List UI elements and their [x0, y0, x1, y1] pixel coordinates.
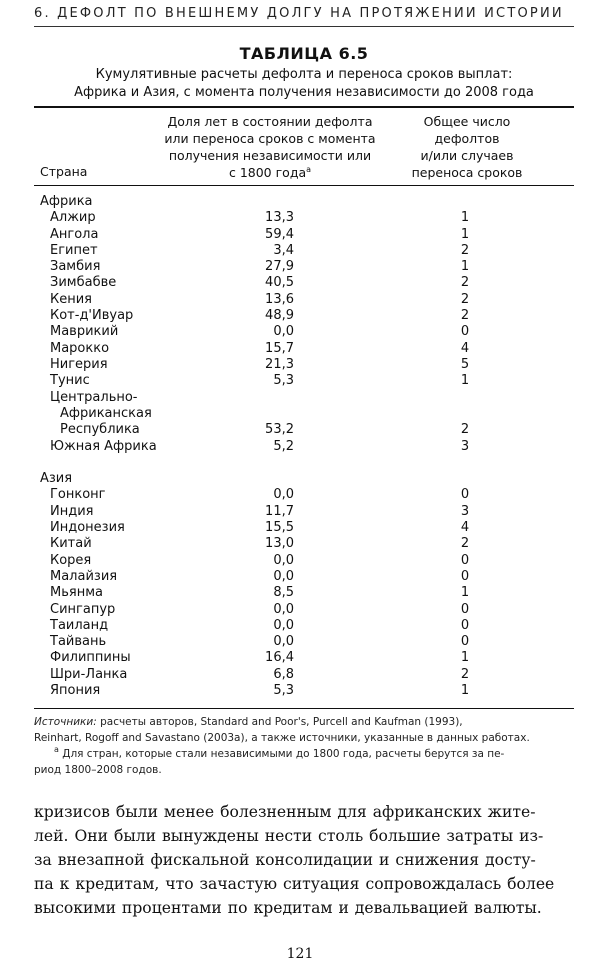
default-count-value: 3: [460, 503, 470, 519]
header-default-count: [402, 113, 532, 181]
country-name: Нигерия: [50, 356, 108, 372]
country-name: Кения: [50, 291, 92, 307]
default-count-value: 0: [460, 324, 470, 340]
country-name: Филиппины: [50, 650, 131, 666]
default-share-value: 13,6: [265, 291, 294, 307]
default-share-value: 40,5: [265, 275, 294, 291]
body-line-3: за внезапной фискальной консолидации и снижения досту-: [34, 851, 536, 869]
section-spacer: [34, 455, 574, 471]
caption-line-2: Африка и Азия, с момента получения независимости до 2008 года: [74, 85, 534, 100]
table-row: [34, 553, 574, 569]
table-bottom-rule: [34, 708, 574, 709]
header-count-line-3: и/или случаев: [420, 148, 514, 163]
country-name: Китай: [50, 536, 92, 552]
country-name: Малайзия: [50, 568, 118, 584]
default-count-value: 1: [460, 259, 470, 275]
country-name: Тунис: [50, 373, 90, 389]
default-share-value: 13,0: [265, 536, 294, 552]
table-caption: [34, 66, 574, 102]
default-count-value: 1: [460, 226, 470, 242]
table-row: [34, 634, 574, 650]
table-row: [34, 275, 574, 291]
default-count-value: 1: [460, 373, 470, 389]
table-row: [34, 602, 574, 618]
country-name-line-1: Центрально-: [50, 389, 138, 405]
default-count-value: 3: [460, 438, 470, 454]
table-row: [34, 536, 574, 552]
footnote-mark: a: [54, 745, 59, 754]
default-share-value: 27,9: [265, 259, 294, 275]
default-share-value: 15,5: [265, 520, 294, 536]
table-row: [34, 650, 574, 666]
default-share-value: 21,3: [265, 356, 294, 372]
default-share-value: 5,3: [273, 683, 294, 699]
country-name: Мьянма: [50, 585, 103, 601]
default-share-value: 0,0: [273, 324, 294, 340]
asia-rows: [34, 487, 574, 699]
default-share-value: 5,2: [273, 438, 294, 454]
table-row: [34, 683, 574, 699]
default-count-value: 1: [460, 210, 470, 226]
default-share-value: 0,0: [273, 601, 294, 617]
header-bottom-rule: [34, 185, 574, 186]
header-count-line-2: дефолтов: [434, 131, 500, 146]
body-line-1: кризисов были менее болезненным для африканских жите-: [34, 803, 536, 821]
header-years-line-1: Доля лет в состоянии дефолта: [167, 114, 373, 129]
header-count-line-4: переноса сроков: [411, 165, 523, 180]
table-row: [34, 439, 574, 455]
default-count-value: 2: [460, 291, 470, 307]
default-share-value: 6,8: [273, 666, 294, 682]
region-label: Азия: [40, 471, 73, 487]
table-row: [34, 504, 574, 520]
sources-line-2: Reinhart, Rogoff and Savastano (2003a), а также источники, указанные в данных работах.: [34, 732, 530, 744]
table-row: [34, 487, 574, 503]
table-number: ТАБЛИЦА 6.5: [239, 44, 369, 63]
running-head-rule: [34, 26, 574, 27]
footnote-marker: a: [306, 165, 312, 174]
header-country: Страна: [40, 164, 88, 179]
country-name: Египет: [50, 242, 98, 258]
table-row: [34, 373, 574, 389]
footnote: [34, 746, 574, 762]
default-share-value: 59,4: [265, 226, 294, 242]
table-body: [34, 194, 574, 699]
header-years-line-2: или переноса сроков с момента: [164, 131, 376, 146]
default-count-value: 0: [460, 552, 470, 568]
default-count-value: 1: [460, 585, 470, 601]
table-row: [34, 569, 574, 585]
header-years-line-3: получения независимости или: [168, 148, 372, 163]
table-top-rule: [34, 106, 574, 108]
table-row: [34, 667, 574, 683]
body-line-5: высокими процентами по кредитам и девальвацией валюты.: [34, 899, 542, 917]
default-count-value: 4: [460, 340, 470, 356]
country-name: Марокко: [50, 340, 110, 356]
default-count-value: 2: [460, 422, 470, 438]
region-label: Африка: [40, 194, 93, 209]
region-row-asia: [34, 471, 574, 487]
country-name: [50, 390, 152, 439]
country-name: Алжир: [50, 210, 96, 226]
country-name: Маврикий: [50, 324, 119, 340]
table-row: [34, 390, 574, 439]
default-count-value: 2: [460, 536, 470, 552]
region-row-africa: [34, 194, 574, 210]
country-name: Сингапур: [50, 601, 116, 617]
default-share-value: 3,4: [273, 242, 294, 258]
country-name-line-2: Африканская: [60, 405, 152, 421]
footnote-line-2: риод 1800–2008 годов.: [34, 764, 162, 776]
default-count-value: 2: [460, 242, 470, 258]
default-count-value: 1: [460, 683, 470, 699]
table-row: [34, 357, 574, 373]
default-share-value: 5,3: [273, 373, 294, 389]
default-share-value: 16,4: [265, 650, 294, 666]
default-count-value: 2: [460, 308, 470, 324]
default-share-value: 48,9: [265, 308, 294, 324]
default-count-value: 2: [460, 275, 470, 291]
header-count-line-1: Общее число: [423, 114, 511, 129]
table-row: [34, 585, 574, 601]
default-share-value: 0,0: [273, 617, 294, 633]
default-count-value: 0: [460, 601, 470, 617]
default-count-value: 2: [460, 666, 470, 682]
default-count-value: 4: [460, 520, 470, 536]
country-name: Кот-д'Ивуар: [50, 308, 134, 324]
table-row: [34, 210, 574, 226]
africa-rows: [34, 210, 574, 389]
default-share-value: 0,0: [273, 487, 294, 503]
table-row: [34, 341, 574, 357]
body-line-2: лей. Они были вынуждены нести столь большие затраты из-: [34, 827, 544, 845]
table-row: [34, 259, 574, 275]
country-name: Таиланд: [50, 617, 109, 633]
country-name: Гонконг: [50, 487, 106, 503]
default-share-value: 15,7: [265, 340, 294, 356]
header-years-line-4: [160, 164, 380, 181]
page-number: 121: [286, 946, 314, 962]
default-count-value: 1: [460, 650, 470, 666]
footnote-line-1: Для стран, которые стали независимыми до 1800 года, расчеты берутся за пе-: [58, 748, 505, 760]
country-name: Индонезия: [50, 520, 125, 536]
country-name: Южная Африка: [50, 438, 157, 454]
header-default-share: [160, 113, 380, 181]
country-name: Замбия: [50, 259, 101, 275]
sources-note: [34, 714, 574, 730]
table-row: [34, 227, 574, 243]
country-name: Зимбабве: [50, 275, 117, 291]
caption-line-1: Кумулятивные расчеты дефолта и переноса сроков выплат:: [95, 67, 513, 82]
default-share-value: 0,0: [273, 568, 294, 584]
country-name: Ангола: [50, 226, 99, 242]
body-line-4: па к кредитам, что зачастую ситуация сопровождалась более: [34, 875, 555, 893]
table-row: [34, 308, 574, 324]
table-row: [34, 324, 574, 340]
country-name: Тайвань: [50, 634, 107, 650]
country-name: Корея: [50, 552, 92, 568]
table-row: [34, 520, 574, 536]
default-count-value: 0: [460, 487, 470, 503]
default-share-value: 53,2: [265, 422, 294, 438]
default-count-value: 0: [460, 634, 470, 650]
table-row: [34, 618, 574, 634]
country-name: Индия: [50, 503, 94, 519]
default-share-value: 8,5: [273, 585, 294, 601]
running-head: 6. ДЕФОЛТ ПО ВНЕШНЕМУ ДОЛГУ НА ПРОТЯЖЕНИИ ИСТОРИИ: [34, 6, 564, 21]
table-row: [34, 292, 574, 308]
country-name: Япония: [50, 683, 101, 699]
default-share-value: 11,7: [265, 503, 294, 519]
default-share-value: 0,0: [273, 634, 294, 650]
header-years-line-4-text: с 1800 года: [228, 165, 307, 180]
default-count-value: 5: [460, 356, 470, 372]
default-count-value: 0: [460, 617, 470, 633]
table-row: [34, 243, 574, 259]
table-notes: [34, 714, 574, 778]
sources-line-1: расчеты авторов, Standard and Poor's, Purcell and Kaufman (1993),: [96, 716, 463, 728]
default-share-value: 0,0: [273, 552, 294, 568]
country-name-line-3: Республика: [60, 422, 140, 438]
country-name: Шри-Ланка: [50, 666, 128, 682]
default-count-value: 0: [460, 568, 470, 584]
sources-label: Источники:: [34, 716, 97, 728]
body-paragraph: [34, 800, 574, 920]
default-share-value: 13,3: [265, 210, 294, 226]
